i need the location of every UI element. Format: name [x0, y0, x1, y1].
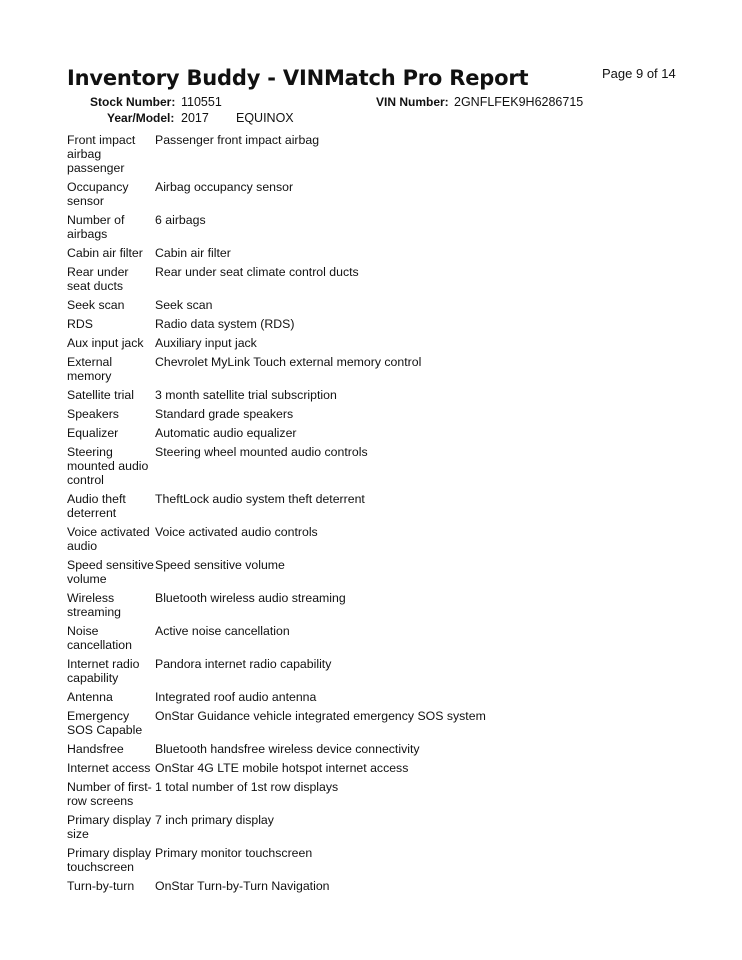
spec-value: OnStar Guidance vehicle integrated emergency SOS system [155, 709, 486, 723]
spec-key: Equalizer [67, 426, 119, 440]
spec-value: 6 airbags [155, 213, 206, 227]
spec-row [67, 492, 687, 520]
spec-value: Passenger front impact airbag [155, 133, 320, 147]
spec-row [67, 657, 687, 685]
spec-key: Primary display touchscreen [67, 846, 152, 874]
spec-row [67, 246, 687, 260]
spec-row [67, 591, 687, 619]
spec-key: Seek scan [67, 298, 125, 312]
spec-value: Bluetooth wireless audio streaming [155, 591, 346, 605]
spec-row [67, 133, 687, 175]
spec-row [67, 846, 687, 874]
spec-key: Handsfree [67, 742, 124, 756]
spec-value: Speed sensitive volume [155, 558, 285, 572]
spec-key: Steering mounted audio control [67, 445, 149, 487]
spec-value: Pandora internet radio capability [155, 657, 332, 671]
spec-value: Automatic audio equalizer [155, 426, 297, 440]
spec-key: External memory [67, 355, 113, 383]
spec-row [67, 445, 687, 487]
spec-value: Airbag occupancy sensor [155, 180, 294, 194]
spec-key: Number of first-row screens [67, 780, 152, 808]
spec-row [67, 336, 687, 350]
spec-value: Steering wheel mounted audio controls [155, 445, 368, 459]
spec-value: Integrated roof audio antenna [155, 690, 317, 704]
stock-number-value: 110551 [181, 95, 222, 109]
spec-key: Speakers [67, 407, 119, 421]
spec-key: Voice activated audio [67, 525, 150, 553]
spec-row [67, 407, 687, 421]
spec-row [67, 742, 687, 756]
spec-value: Rear under seat climate control ducts [155, 265, 359, 279]
spec-value: Voice activated audio controls [155, 525, 318, 539]
spec-value: Standard grade speakers [155, 407, 294, 421]
spec-key: Rear under seat ducts [67, 265, 129, 293]
spec-value: Radio data system (RDS) [155, 317, 295, 331]
page-number: Page 9 of 14 [602, 66, 676, 81]
spec-key: Occupancy sensor [67, 180, 129, 208]
spec-value: 3 month satellite trial subscription [155, 388, 337, 402]
spec-row [67, 761, 687, 775]
spec-row [67, 525, 687, 553]
stock-number-label: Stock Number: [90, 95, 176, 109]
spec-row [67, 690, 687, 704]
spec-value: Auxiliary input jack [155, 336, 257, 350]
spec-row [67, 426, 687, 440]
spec-value: Cabin air filter [155, 246, 231, 260]
report-title: Inventory Buddy - VINMatch Pro Report [67, 66, 529, 90]
spec-row [67, 265, 687, 293]
spec-key: Front impact airbag passenger [67, 133, 136, 175]
spec-value: Seek scan [155, 298, 213, 312]
spec-key: Speed sensitive volume [67, 558, 154, 586]
model-value: EQUINOX [236, 111, 294, 125]
spec-row [67, 180, 687, 208]
spec-key: Primary display size [67, 813, 152, 841]
spec-row [67, 813, 687, 841]
spec-row [67, 388, 687, 402]
vin-value: 2GNFLFEK9H6286715 [454, 95, 584, 109]
spec-key: Number of airbags [67, 213, 125, 241]
spec-row [67, 879, 687, 893]
spec-value: 7 inch primary display [155, 813, 274, 827]
spec-row [67, 213, 687, 241]
spec-row [67, 780, 687, 808]
year-value: 2017 [181, 111, 209, 125]
spec-row [67, 624, 687, 652]
spec-row [67, 298, 687, 312]
spec-value: OnStar 4G LTE mobile hotspot internet access [155, 761, 409, 775]
spec-row [67, 355, 687, 383]
spec-key: Cabin air filter [67, 246, 143, 260]
spec-value: OnStar Turn-by-Turn Navigation [155, 879, 330, 893]
spec-key: Antenna [67, 690, 113, 704]
spec-value: Primary monitor touchscreen [155, 846, 313, 860]
spec-key: Satellite trial [67, 388, 134, 402]
spec-key: Audio theft deterrent [67, 492, 126, 520]
spec-key: Emergency SOS Capable [67, 709, 143, 737]
spec-value: Active noise cancellation [155, 624, 290, 638]
spec-value: 1 total number of 1st row displays [155, 780, 339, 794]
spec-value: Chevrolet MyLink Touch external memory control [155, 355, 422, 369]
spec-key: Aux input jack [67, 336, 144, 350]
spec-row [67, 709, 687, 737]
spec-key: Internet radio capability [67, 657, 140, 685]
spec-row [67, 317, 687, 331]
spec-table [67, 133, 687, 898]
spec-key: Internet access [67, 761, 151, 775]
vin-label: VIN Number: [376, 95, 449, 109]
spec-key: RDS [67, 317, 93, 331]
spec-key: Noise cancellation [67, 624, 132, 652]
year-model-label: Year/Model: [107, 111, 175, 125]
spec-key: Wireless streaming [67, 591, 121, 619]
spec-value: Bluetooth handsfree wireless device connectivity [155, 742, 420, 756]
spec-row [67, 558, 687, 586]
spec-key: Turn-by-turn [67, 879, 135, 893]
spec-value: TheftLock audio system theft deterrent [155, 492, 365, 506]
